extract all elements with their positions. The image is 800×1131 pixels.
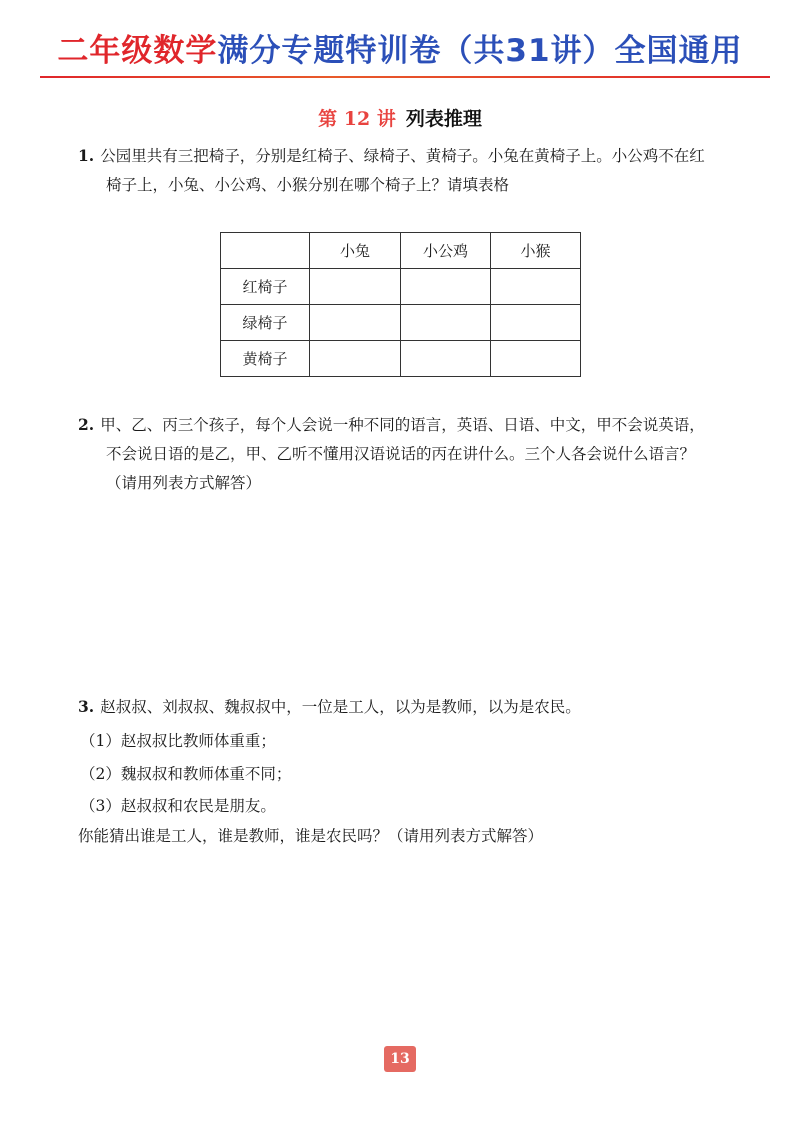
question-3	[78, 692, 581, 722]
answer-table	[220, 232, 581, 377]
series-banner	[0, 28, 800, 74]
banner-title: 满分专题特训卷（共31讲）全国通用	[217, 33, 743, 69]
table-answer-cell[interactable]	[310, 305, 401, 341]
table-answer-cell[interactable]	[491, 341, 581, 377]
table-row	[221, 305, 581, 341]
question-3-number: 3.	[78, 697, 95, 716]
question-2-line-3: （请用列表方式解答）	[106, 474, 262, 492]
banner-grade: 二年级数学	[57, 33, 218, 69]
lesson-title: 列表推理	[405, 108, 482, 130]
table-header-row	[221, 233, 581, 269]
table-header-cell	[221, 233, 310, 269]
banner-divider	[40, 76, 770, 78]
question-1-number: 1.	[78, 146, 95, 165]
question-1-line-1: 公园里共有三把椅子，分别是红椅子、绿椅子、黄椅子。小兔在黄椅子上。小公鸡不在红	[100, 147, 705, 165]
question-3-condition: （3）赵叔叔和农民是朋友。	[80, 797, 276, 815]
table-answer-cell[interactable]	[401, 269, 491, 305]
table-answer-cell[interactable]	[491, 269, 581, 305]
question-3-prompt: 你能猜出谁是工人，谁是教师，谁是农民吗？（请用列表方式解答）	[78, 827, 544, 845]
question-2-line-2: 不会说日语的是乙，甲、乙听不懂用汉语说话的丙在讲什么。三个人各会说什么语言？	[106, 445, 696, 463]
page-number-badge: 13	[384, 1046, 416, 1072]
table-row	[221, 269, 581, 305]
table-header-cell: 小兔	[310, 233, 401, 269]
table-answer-cell[interactable]	[310, 341, 401, 377]
question-1	[78, 141, 705, 200]
table-answer-cell[interactable]	[310, 269, 401, 305]
lesson-number: 第 12 讲	[318, 108, 396, 130]
table-answer-cell[interactable]	[491, 305, 581, 341]
question-3-condition: （1）赵叔叔比教师体重重；	[80, 732, 276, 750]
question-3-condition: （2）魏叔叔和教师体重不同；	[80, 765, 292, 783]
question-3-line-1: 赵叔叔、刘叔叔、魏叔叔中，一位是工人，以为是教师，以为是农民。	[100, 698, 581, 716]
table-row	[221, 341, 581, 377]
table-row-label: 绿椅子	[221, 305, 310, 341]
lesson-heading	[0, 104, 800, 131]
question-2	[78, 410, 705, 498]
table-answer-cell[interactable]	[401, 305, 491, 341]
table-header-cell: 小公鸡	[401, 233, 491, 269]
table-header-cell: 小猴	[491, 233, 581, 269]
table-row-label: 红椅子	[221, 269, 310, 305]
question-2-number: 2.	[78, 415, 95, 434]
question-2-line-1: 甲、乙、丙三个孩子，每个人会说一种不同的语言，英语、日语、中文，甲不会说英语，	[100, 416, 705, 434]
table-answer-cell[interactable]	[401, 341, 491, 377]
table-row-label: 黄椅子	[221, 341, 310, 377]
question-1-line-2: 椅子上，小兔、小公鸡、小猴分别在哪个椅子上？请填表格	[106, 176, 510, 194]
